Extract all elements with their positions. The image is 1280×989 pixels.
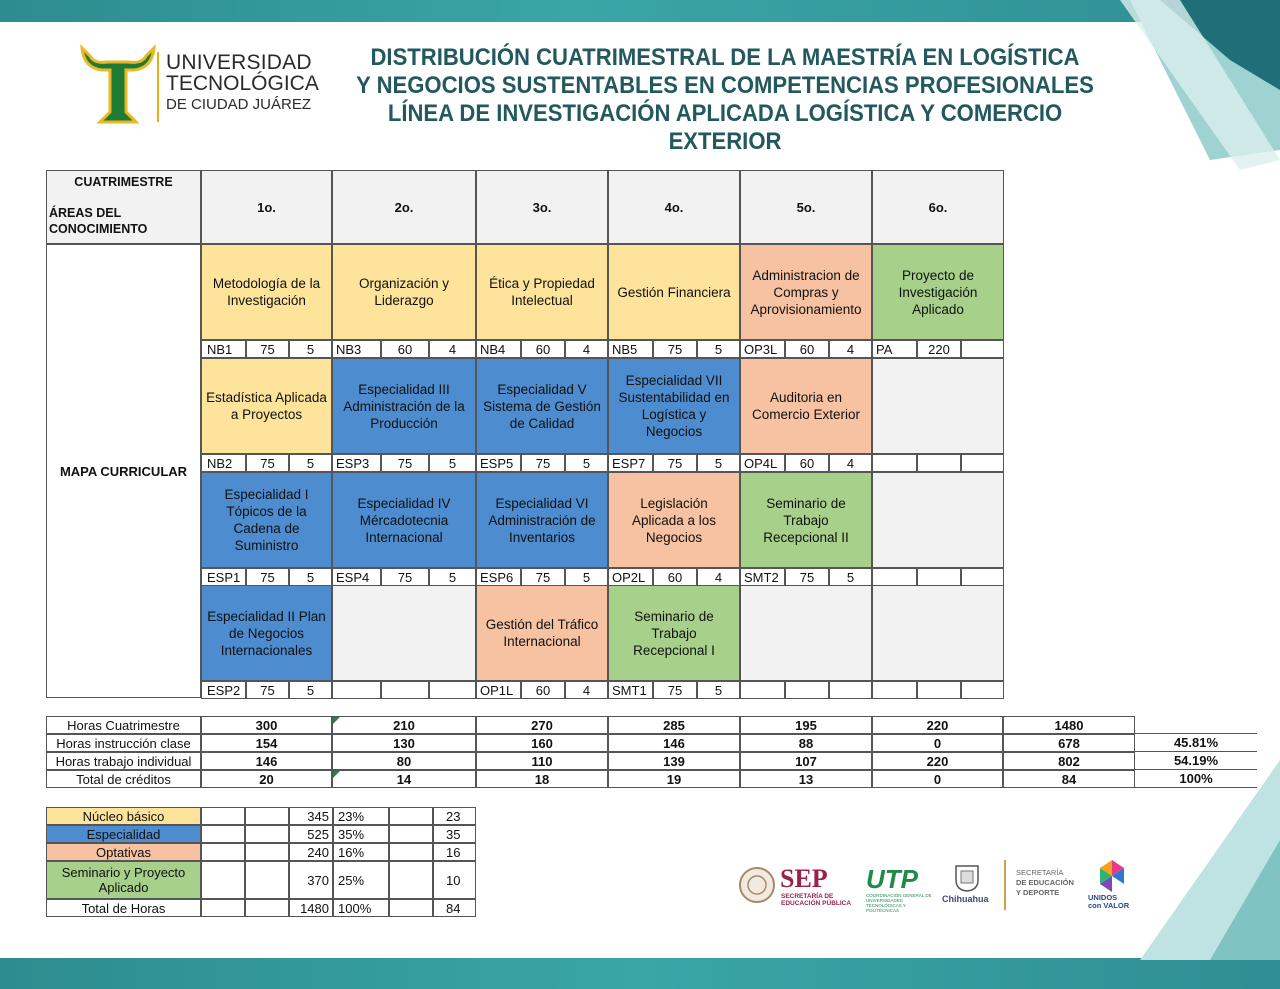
subject-hours: 75 <box>381 568 429 586</box>
subject-cell: Legislación Aplicada a los Negocios <box>608 472 740 568</box>
summary-hours: 240 <box>289 843 333 861</box>
subject-code: ESP4 <box>332 568 381 586</box>
subject-cell: Especialidad V Sistema de Gestión de Calidad <box>476 358 608 454</box>
subject-credits: 5 <box>289 568 332 586</box>
subject-credits: 5 <box>697 454 740 472</box>
totals-value: 160 <box>476 734 608 752</box>
summary-credits: 23 <box>433 807 476 825</box>
sep-subtitle-2: EDUCACIÓN PÚBLICA <box>781 900 852 907</box>
university-logo-icon <box>78 42 158 126</box>
subject-code <box>740 681 785 699</box>
summary-hours: 370 <box>289 861 333 899</box>
subject-code: NB1 <box>201 340 246 358</box>
subject-hours: 75 <box>653 340 697 358</box>
subject-cell <box>872 472 1004 568</box>
totals-value: 146 <box>608 734 740 752</box>
summary-hours: 345 <box>289 807 333 825</box>
subject-cell <box>872 358 1004 454</box>
subject-code: ESP6 <box>476 568 521 586</box>
totals-value: 220 <box>872 752 1003 770</box>
summary-label: Especialidad <box>46 825 201 843</box>
subject-code <box>872 681 917 699</box>
subject-credits: 4 <box>565 681 608 699</box>
subject-code: ESP5 <box>476 454 521 472</box>
subject-cell <box>332 585 476 681</box>
subject-hours <box>917 568 961 586</box>
subject-credits: 4 <box>697 568 740 586</box>
summary-blank <box>245 899 289 917</box>
subject-hours: 75 <box>653 681 697 699</box>
totals-value: 14 <box>332 770 476 788</box>
totals-row-label: Horas instrucción clase <box>46 734 201 752</box>
subject-code: OP2L <box>608 568 653 586</box>
summary-blank <box>389 899 433 917</box>
totals-percent: 100% <box>1135 770 1257 788</box>
totals-value: 84 <box>1003 770 1135 788</box>
page-title <box>352 44 1097 156</box>
subject-cell <box>740 585 872 681</box>
subject-hours: 60 <box>521 681 565 699</box>
summary-blank <box>245 825 289 843</box>
subject-credits: 5 <box>697 340 740 358</box>
corner-decoration-bottom <box>1120 760 1280 960</box>
totals-value: 139 <box>608 752 740 770</box>
subject-code: ESP3 <box>332 454 381 472</box>
subject-hours: 75 <box>246 568 289 586</box>
logo-line-3: DE CIUDAD JUÁREZ <box>166 96 312 113</box>
corner-decoration-top <box>1120 0 1280 170</box>
subject-code <box>872 568 917 586</box>
mapa-curricular-label: MAPA CURRICULAR <box>46 244 201 698</box>
totals-value: 802 <box>1003 752 1135 770</box>
totals-value: 107 <box>740 752 872 770</box>
subject-credits: 5 <box>289 340 332 358</box>
logo-line-1: UNIVERSIDAD <box>166 51 312 74</box>
subject-code: OP1L <box>476 681 521 699</box>
subject-code <box>332 681 381 699</box>
totals-value: 13 <box>740 770 872 788</box>
cuatrimestre-label: CUATRIMESTRE <box>74 175 173 189</box>
subject-hours: 75 <box>785 568 829 586</box>
term-header-4: 4o. <box>608 170 740 244</box>
summary-blank <box>389 807 433 825</box>
subject-cell: Especialidad III Administración de la Producción <box>332 358 476 454</box>
subject-credits: 4 <box>565 340 608 358</box>
sep-logo-text: SEP <box>780 864 828 893</box>
subject-credits <box>961 681 1004 699</box>
subject-hours: 60 <box>521 340 565 358</box>
subject-hours <box>917 681 961 699</box>
subject-code: SMT2 <box>740 568 785 586</box>
totals-value: 130 <box>332 734 476 752</box>
summary-blank <box>245 843 289 861</box>
term-header-2: 2o. <box>332 170 476 244</box>
cell-comment-flag <box>333 717 340 724</box>
subject-cell <box>872 585 1004 681</box>
chihuahua-text: Chihuahua <box>942 894 989 904</box>
summary-hours: 1480 <box>289 899 333 917</box>
summary-blank <box>201 843 245 861</box>
summary-credits: 10 <box>433 861 476 899</box>
subject-cell: Seminario de Trabajo Recepcional I <box>608 585 740 681</box>
totals-value: 270 <box>476 716 608 734</box>
subject-credits: 4 <box>829 454 872 472</box>
subject-hours: 60 <box>785 340 829 358</box>
subject-cell: Ética y Propiedad Intelectual <box>476 244 608 340</box>
totals-value: 0 <box>872 770 1003 788</box>
subject-code <box>872 454 917 472</box>
subject-code: NB5 <box>608 340 653 358</box>
subject-credits <box>961 454 1004 472</box>
totals-value: 210 <box>332 716 476 734</box>
subject-hours: 60 <box>785 454 829 472</box>
subject-hours: 75 <box>381 454 429 472</box>
term-header-5: 5o. <box>740 170 872 244</box>
subject-code: SMT1 <box>608 681 653 699</box>
summary-label: Optativas <box>46 843 201 861</box>
subject-credits: 5 <box>429 454 476 472</box>
subject-hours: 75 <box>246 681 289 699</box>
summary-percent: 35% <box>333 825 389 843</box>
unidos-line-1: UNIDOS <box>1088 893 1118 902</box>
header-corner <box>46 170 201 244</box>
subject-credits <box>961 340 1004 358</box>
title-line-3: LÍNEA DE INVESTIGACIÓN APLICADA LOGÍSTICA Y COMERCIO EXTERIOR <box>387 100 1063 155</box>
totals-row-label: Horas trabajo individual <box>46 752 201 770</box>
term-header-1: 1o. <box>201 170 332 244</box>
totals-value: 20 <box>201 770 332 788</box>
title-line-1: DISTRIBUCIÓN CUATRIMESTRAL DE LA MAESTRÍA EN LOGÍSTICA <box>370 44 1080 71</box>
subject-credits: 5 <box>829 568 872 586</box>
subject-credits <box>829 681 872 699</box>
subject-cell: Organización y Liderazgo <box>332 244 476 340</box>
subject-hours <box>917 454 961 472</box>
top-band <box>0 0 1280 22</box>
subject-code: ESP2 <box>201 681 246 699</box>
subject-credits: 4 <box>429 340 476 358</box>
subject-hours: 75 <box>246 340 289 358</box>
totals-value: 220 <box>872 716 1003 734</box>
subject-code: NB3 <box>332 340 381 358</box>
utp-subtitle: COORDINACIÓN GENERAL DE UNIVERSIDADES TECNOLÓGICAS Y POLITÉCNICAS <box>866 893 932 913</box>
totals-value: 678 <box>1003 734 1135 752</box>
totals-value: 1480 <box>1003 716 1135 734</box>
bottom-band <box>0 958 1280 989</box>
totals-value: 19 <box>608 770 740 788</box>
university-name <box>166 52 319 115</box>
summary-blank <box>245 861 289 899</box>
totals-value: 285 <box>608 716 740 734</box>
areas-label: ÁREAS DEL CONOCIMIENTO <box>49 206 148 236</box>
subject-cell: Especialidad VI Administración de Inventarios <box>476 472 608 568</box>
subject-hours: 75 <box>653 454 697 472</box>
totals-row-label: Total de créditos <box>46 770 201 788</box>
logo-line-2: TECNOLÓGICA <box>166 72 319 95</box>
subject-cell: Especialidad II Plan de Negocios Internacionales <box>201 585 332 681</box>
subject-hours: 220 <box>917 340 961 358</box>
subject-cell: Gestión del Tráfico Internacional <box>476 585 608 681</box>
subject-credits: 5 <box>289 454 332 472</box>
unidos-logo-icon <box>1098 860 1126 892</box>
title-line-2: Y NEGOCIOS SUSTENTABLES EN COMPETENCIAS PROFESIONALES <box>356 72 1094 99</box>
summary-blank <box>245 807 289 825</box>
subject-cell: Administracion de Compras y Aprovisionamiento <box>740 244 872 340</box>
sec-line-1: SECRETARÍA <box>1016 868 1064 877</box>
summary-percent: 100% <box>333 899 389 917</box>
subject-hours: 60 <box>381 340 429 358</box>
summary-label: Total de Horas <box>46 899 201 917</box>
subject-code: PA <box>872 340 917 358</box>
subject-hours: 75 <box>521 454 565 472</box>
summary-blank <box>389 843 433 861</box>
subject-credits: 5 <box>565 568 608 586</box>
summary-blank <box>201 807 245 825</box>
sep-subtitle <box>781 893 851 907</box>
summary-credits: 84 <box>433 899 476 917</box>
totals-value: 110 <box>476 752 608 770</box>
subject-credits <box>429 681 476 699</box>
subject-code: OP3L <box>740 340 785 358</box>
summary-blank <box>201 861 245 899</box>
subject-code: NB4 <box>476 340 521 358</box>
cell-comment-flag <box>333 771 340 778</box>
summary-label: Núcleo básico <box>46 807 201 825</box>
subject-hours: 75 <box>246 454 289 472</box>
chihuahua-shield-icon <box>954 864 980 892</box>
subject-cell: Estadística Aplicada a Proyectos <box>201 358 332 454</box>
totals-value: 154 <box>201 734 332 752</box>
summary-blank <box>201 825 245 843</box>
totals-value: 88 <box>740 734 872 752</box>
subject-hours: 60 <box>653 568 697 586</box>
summary-credits: 16 <box>433 843 476 861</box>
subject-credits <box>961 568 1004 586</box>
summary-credits: 35 <box>433 825 476 843</box>
mexico-seal-icon <box>738 866 776 904</box>
subject-cell: Seminario de Trabajo Recepcional II <box>740 472 872 568</box>
totals-value: 195 <box>740 716 872 734</box>
subject-cell: Especialidad VII Sustentabilidad en Logística y Negocios <box>608 358 740 454</box>
subject-cell: Gestión Financiera <box>608 244 740 340</box>
subject-credits: 5 <box>289 681 332 699</box>
subject-cell: Especialidad I Tópicos de la Cadena de Suministro <box>201 472 332 568</box>
secretaria-deporte-text <box>1016 868 1074 898</box>
summary-percent: 16% <box>333 843 389 861</box>
subject-cell: Metodología de la Investigación <box>201 244 332 340</box>
sec-line-2: DE EDUCACIÓN <box>1016 878 1074 887</box>
subject-hours <box>785 681 829 699</box>
subject-credits: 4 <box>829 340 872 358</box>
summary-percent: 23% <box>333 807 389 825</box>
totals-row-label: Horas Cuatrimestre <box>46 716 201 734</box>
subject-hours: 75 <box>521 568 565 586</box>
sep-subtitle-1: SECRETARÍA DE <box>781 893 834 900</box>
logo-divider <box>157 52 159 122</box>
subject-credits: 5 <box>697 681 740 699</box>
summary-percent: 25% <box>333 861 389 899</box>
totals-value: 0 <box>872 734 1003 752</box>
totals-percent: 54.19% <box>1135 752 1257 770</box>
sec-line-3: Y DEPORTE <box>1016 888 1060 897</box>
summary-blank <box>389 825 433 843</box>
subject-code: ESP7 <box>608 454 653 472</box>
utp-logo-text: UTP <box>866 864 918 894</box>
totals-value: 80 <box>332 752 476 770</box>
term-header-3: 3o. <box>476 170 608 244</box>
totals-value: 146 <box>201 752 332 770</box>
subject-credits: 5 <box>429 568 476 586</box>
summary-label: Seminario y Proyecto Aplicado <box>46 861 201 899</box>
subject-hours <box>381 681 429 699</box>
subject-cell: Especialidad IV Mércadotecnia Internacional <box>332 472 476 568</box>
subject-code: ESP1 <box>201 568 246 586</box>
totals-percent: 45.81% <box>1135 734 1257 752</box>
subject-code: OP4L <box>740 454 785 472</box>
totals-value: 18 <box>476 770 608 788</box>
totals-percent <box>1135 716 1257 734</box>
unidos-text <box>1088 894 1129 910</box>
subject-credits: 5 <box>565 454 608 472</box>
subject-code: NB2 <box>201 454 246 472</box>
summary-hours: 525 <box>289 825 333 843</box>
term-header-6: 6o. <box>872 170 1004 244</box>
subject-cell: Proyecto de Investigación Aplicado <box>872 244 1004 340</box>
subject-cell: Auditoria en Comercio Exterior <box>740 358 872 454</box>
footer-divider <box>1004 860 1006 910</box>
unidos-line-2: con VALOR <box>1088 901 1130 910</box>
totals-value: 300 <box>201 716 332 734</box>
summary-blank <box>201 899 245 917</box>
summary-blank <box>389 861 433 899</box>
